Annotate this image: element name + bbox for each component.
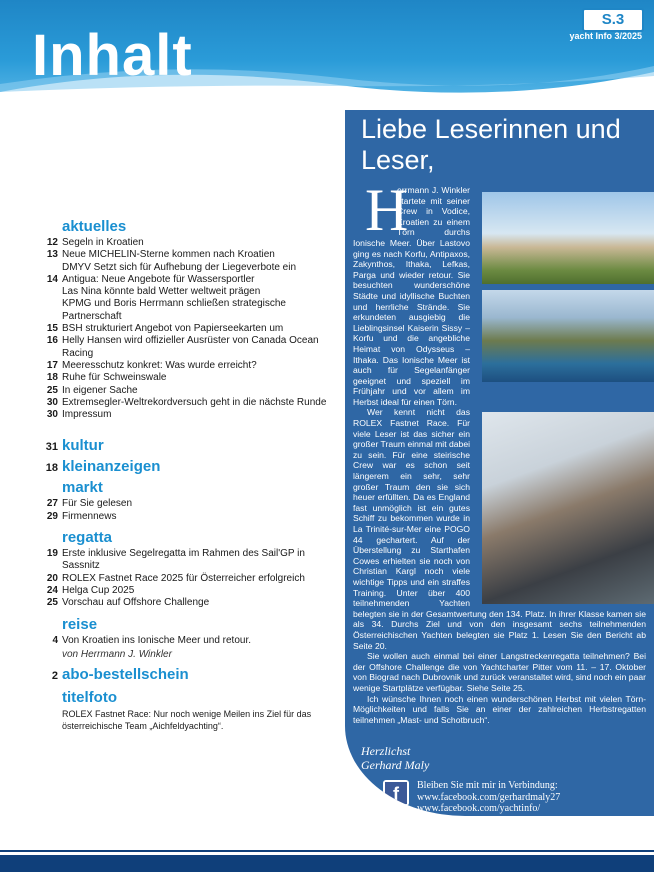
toc-item[interactable]: Las Nina könnte bald Wetter weltweit prägen (62, 286, 261, 298)
section-aktuelles[interactable]: aktuelles (62, 218, 127, 235)
toc-item[interactable]: 16 Helly Hansen wird offizieller Ausrüster von Canada Ocean Racing (46, 335, 319, 359)
contact-info: Bleiben Sie mit mir in Verbindung: www.facebook.com/gerhardmaly27 www.facebook.com/yachtinfo/ (417, 780, 561, 814)
section-regatta[interactable]: regatta (62, 529, 113, 547)
header-banner (0, 0, 654, 100)
section-abo[interactable]: 2 abo-bestellschein (51, 665, 189, 683)
page-title: Inhalt (32, 23, 193, 88)
toc-item[interactable]: 20 ROLEX Fastnet Race 2025 für Österreicher erfolgreich (46, 572, 305, 584)
facebook-link-yachtinfo[interactable]: www.facebook.com/yachtinfo/ (417, 803, 541, 814)
facebook-icon[interactable]: f (383, 780, 409, 806)
signature-block: Herzlichst Gerhard Maly (361, 744, 430, 772)
dropcap-spacer (353, 177, 409, 243)
toc-item[interactable]: 25 In eigener Sache (46, 384, 138, 396)
section-reise[interactable]: reise (62, 615, 98, 633)
paragraph-3: Sie wollen auch einmal bei einer Langstreckenregatta teilnehmen? Bei der Offshore Challenge die von Yachtcharter Pitter vom 11. – 17. Oktober von Biograd nach Dubrovnik und zurück veranstaltet wird, sind noch ein paar wenige Startplätze verfügbar. Siehe Seite 25. (353, 651, 646, 693)
toc-item[interactable]: 17 Meeresschutz konkret: Was wurde erreicht? (46, 359, 257, 371)
float-spacer-2 (470, 407, 646, 599)
drop-cap: H (365, 177, 409, 243)
toc-item[interactable]: 24 Helga Cup 2025 (46, 584, 135, 596)
paragraph-1: errmann J. Winkler startete mit seiner Crew in Vodice, Kroatien zu einem Törn durchs Ionische Meer. Über Lastovo ging es nach Korfu, Antipaxos, Zakynthos, Ithaka, Lefkas, Parga und wieder retour. Sie besuchten wunderschöne Städte und idyllische Buchten und herrliche Strände. Sie erkundeten ausgiebig die Lieblingsinsel Kaiserin Sissy – Korfu und die angebliche Heimat von Odysseus – Ithaka. Das Ionische Meer ist auch für Segelanfänger geeignet und speziell im Frühjahr und vor allem im Herbst ideal für einen Törn. (353, 185, 470, 407)
table-of-contents (40, 218, 340, 732)
toc-item[interactable]: 14 Antigua: Neue Angebote für Wassersportler (46, 273, 255, 285)
section-kleinanzeigen[interactable]: 18 kleinanzeigen (45, 458, 161, 476)
toc-item[interactable]: 30 Impressum (46, 409, 112, 421)
toc-item[interactable]: 15 BSH strukturiert Angebot von Papierseekarten um (46, 323, 284, 335)
toc-item[interactable]: KPMG und Boris Herrmann schließen strategische Partnerschaft (62, 298, 286, 322)
toc-item[interactable]: 25 Vorschau auf Offshore Challenge (46, 597, 210, 609)
toc-item[interactable]: 30 Extremsegler-Weltrekordversuch geht in die nächste Runde (46, 396, 327, 408)
list-aktuelles (40, 237, 340, 421)
toc-item[interactable]: 29 Firmennews (46, 510, 117, 522)
page-number-badge: S.3 (582, 8, 644, 32)
footer-line (0, 850, 654, 852)
footer-bar (0, 855, 654, 872)
cover-photo-caption: ROLEX Fastnet Race: Nur noch wenige Meilen ins Ziel für das österreichische Team „Aichfeldyachting“. (62, 708, 312, 731)
issue-label: yacht Info 3/2025 (569, 31, 642, 41)
toc-item[interactable]: 18 Ruhe für Schweinswale (46, 372, 167, 384)
paragraph-4: Ich wünsche Ihnen noch einen wunderschönen Herbst mit vielen Törn-Möglichkeiten und falls Sie an einer der zahlreichen Herbstregatten teilnehmen „Mast- und Schotbruch“. (353, 693, 646, 725)
paragraph-2: Wer kennt nicht das ROLEX Fastnet Race. Für viele Leser ist das sicher ein großer Traum einmal mit dabei zu sein. Für eine steirische Crew war es schon seit längerem ein sehr, sehr großer Traum den sie sich heuer erfüllten. Da es England fast unmöglich ist ein gutes Schiff zu bekommen wurde in La Trinité-sur-Mer eine POGO 44 gechartert. Auf der Überstellung zu Starthafen Cowes erhielten sie noch von Christian Kargl noch viele wichtige Tipps und ein straffes Training. Unter über 400 teilnehmenden Yachten belegten sie in der Gesamtwertung den 134. Platz. In ihrer Klasse kamen sie als 34. Durchs Ziel und von den insgesamt sechs teilnehmenden Österreichischen Yachten belegten sie Platz 1. Lesen Sie den Bericht ab Seite 20. (353, 407, 646, 651)
editorial-heading: Liebe Leserinnen und Leser, (361, 114, 621, 175)
section-markt[interactable]: markt (62, 479, 103, 497)
toc-item[interactable]: 4 Von Kroatien ins Ionische Meer und retour. (52, 634, 252, 646)
toc-item[interactable]: 13 Neue MICHELIN-Sterne kommen nach Kroatien (46, 249, 275, 261)
section-kultur[interactable]: 31 kultur (45, 437, 104, 455)
author-credit: von Herrmann J. Winkler (62, 648, 172, 660)
section-titelfoto[interactable]: titelfoto (62, 688, 117, 706)
toc-item[interactable]: DMYV Setzt sich für Aufhebung der Liegeverbote ein (62, 261, 297, 273)
editorial-panel (345, 110, 654, 816)
toc-item[interactable]: 19 Erste inklusive Segelregatta im Rahmen des Sail'GP in Sassnitz (46, 548, 305, 572)
float-spacer-1 (470, 185, 646, 387)
toc-item[interactable]: 12 Segeln in Kroatien (46, 237, 144, 248)
editorial-body (353, 177, 646, 725)
facebook-link-personal[interactable]: www.facebook.com/gerhardmaly27 (417, 791, 561, 803)
toc-item[interactable]: 27 Für Sie gelesen (46, 498, 133, 510)
